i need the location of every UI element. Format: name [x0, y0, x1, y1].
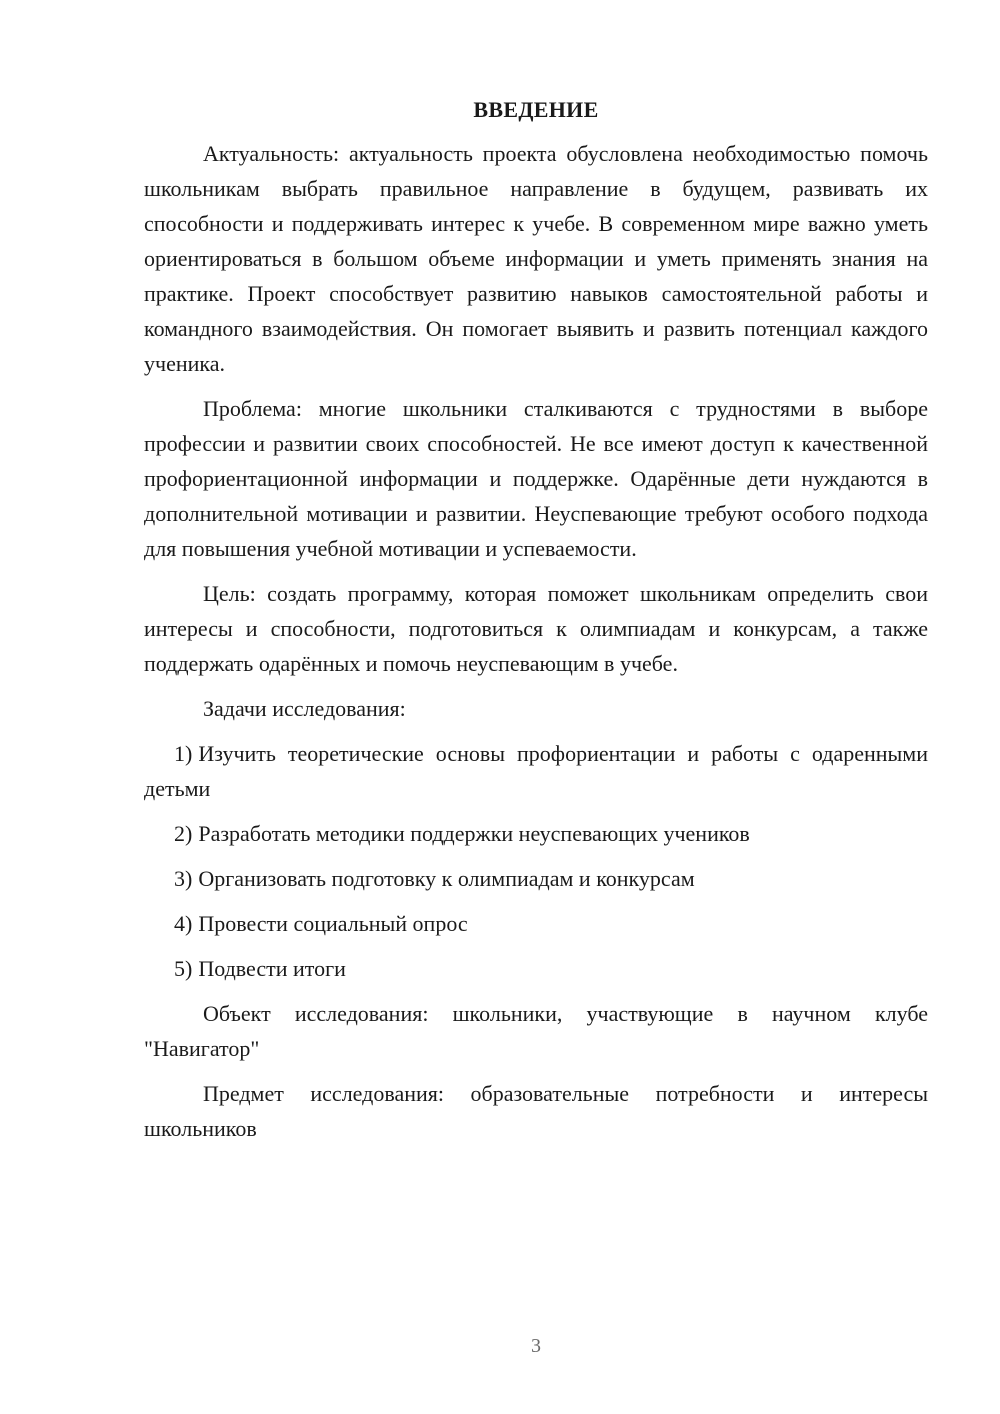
task-number: 5)	[174, 956, 193, 981]
goal-paragraph: Цель: создать программу, которая поможет школьникам определить свои интересы и способности, подготовиться к олимпиадам и конкурсам, а также поддержать одарённых и помочь неуспевающим в учебе.	[144, 581, 928, 676]
tasks-title: Задачи исследования:	[203, 696, 406, 721]
task-number: 1)	[174, 741, 193, 766]
list-item	[144, 906, 928, 941]
document-body	[144, 94, 928, 1156]
task-text: Подвести итоги	[198, 956, 346, 981]
tasks-list	[144, 736, 928, 986]
list-item	[144, 816, 928, 851]
task-text: Провести социальный опрос	[198, 911, 468, 936]
problem-paragraph: Проблема: многие школьники сталкиваются с трудностями в выборе профессии и развитии своих способностей. Не все имеют доступ к качественной профориентационной информации и поддержке. Одарённые дети нуждаются в дополнительной мотивации и развитии. Неуспевающие требуют особого подхода для повышения учебной мотивации и успеваемости.	[144, 396, 928, 561]
page-title: ВВЕДЕНИЕ	[473, 97, 599, 122]
page-number: 3	[531, 1335, 541, 1357]
task-number: 3)	[174, 866, 193, 891]
task-text: Изучить теоретические основы профориентации и работы с одаренными детьми	[144, 741, 928, 801]
object-paragraph: Объект исследования: школьники, участвующие в научном клубе "Навигатор"	[144, 1001, 928, 1061]
task-text: Организовать подготовку к олимпиадам и конкурсам	[198, 866, 695, 891]
task-number: 4)	[174, 911, 193, 936]
list-item	[144, 736, 928, 806]
subject-paragraph: Предмет исследования: образовательные потребности и интересы школьников	[144, 1081, 928, 1141]
task-text: Разработать методики поддержки неуспевающих учеников	[198, 821, 750, 846]
task-number: 2)	[174, 821, 193, 846]
relevance-paragraph: Актуальность: актуальность проекта обусловлена необходимостью помочь школьникам выбрать правильное направление в будущем, развивать их способности и поддерживать интерес к учебе. В современном мире важно уметь ориентироваться в большом объеме информации и уметь применять знания на практике. Проект способствует развитию навыков самостоятельной работы и командного взаимодействия. Он помогает выявить и развить потенциал каждого ученика.	[144, 141, 928, 376]
list-item	[144, 951, 928, 986]
list-item	[144, 861, 928, 896]
